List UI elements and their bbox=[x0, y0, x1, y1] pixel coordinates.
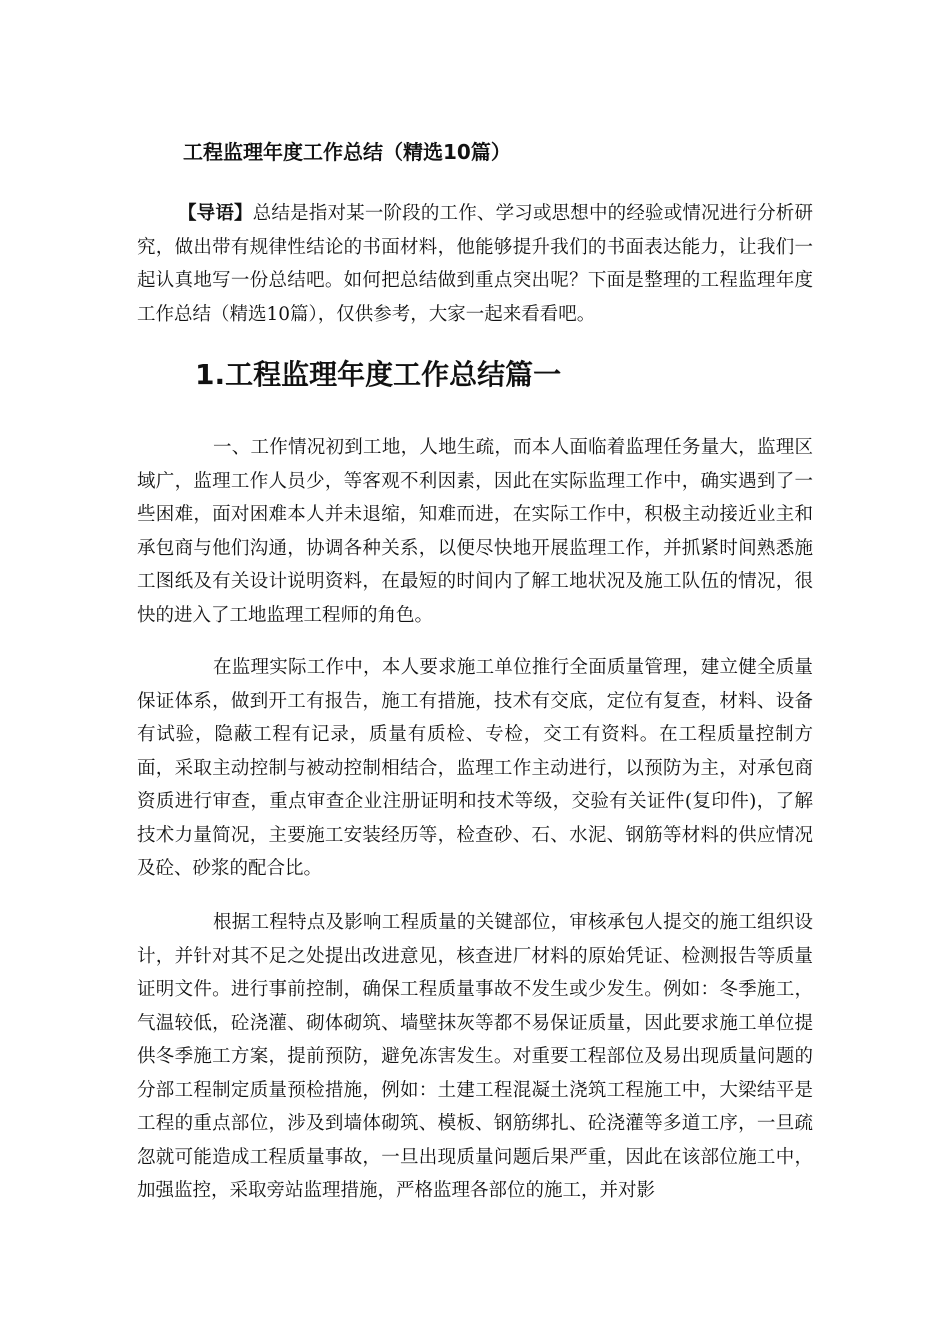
section-heading: 1.工程监理年度工作总结篇一 bbox=[195, 358, 562, 391]
body-paragraph-1: 一、工作情况初到工地，人地生疏，而本人面临着监理任务量大，监理区域广，监理工作人员少，等客观不利因素，因此在实际监理工作中，确实遇到了一些困难，面对困难本人并未退缩，知难而进，在实际工作中，积极主动接近业主和承包商与他们沟通，协调各种关系，以便尽快地开展监理工作，并抓紧时间熟悉施工图纸及有关设计说明资料，在最短的时间内了解工地状况及施工队伍的情况，很快的进入了工地监理工程师的角色。 bbox=[137, 437, 813, 626]
intro-lead-label: 【导语】 bbox=[178, 203, 253, 224]
intro-text: 总结是指对某一阶段的工作、学习或思想中的经验或情况进行分析研究，做出带有规律性结论的书面材料，他能够提升我们的书面表达能力，让我们一起认真地写一份总结吧。如何把总结做到重点突出呢？下面是整理的工程监理年度工作总结（精选10篇），仅供参考，大家一起来看看吧。 bbox=[137, 203, 813, 325]
body-paragraph-3: 根据工程特点及影响工程质量的关键部位，审核承包人提交的施工组织设计，并针对其不足之处提出改进意见，核查进厂材料的原始凭证、检测报告等质量证明文件。进行事前控制，确保工程质量事故不发生或少发生。例如：冬季施工，气温较低，砼浇灌、砌体砌筑、墙壁抹灰等都不易保证质量，因此要求施工单位提供冬季施工方案，提前预防，避免冻害发生。对重要工程部位及易出现质量问题的分部工程制定质量预检措施，例如：土建工程混凝土浇筑工程施工中，大梁结平是工程的重点部位，涉及到墙体砌筑、模板、钢筋绑扎、砼浇灌等多道工序，一旦疏忽就可能造成工程质量事故，一旦出现质量问题后果严重，因此在该部位施工中，加强监控，采取旁站监理措施，严格监理各部位的施工，并对影 bbox=[137, 912, 813, 1201]
intro-paragraph bbox=[137, 197, 813, 331]
document-title: 工程监理年度工作总结（精选10篇） bbox=[183, 140, 511, 164]
body-paragraph-2: 在监理实际工作中，本人要求施工单位推行全面质量管理，建立健全质量保证体系，做到开工有报告，施工有措施，技术有交底，定位有复查，材料、设备有试验，隐蔽工程有记录，质量有质检、专检，交工有资料。在工程质量控制方面，采取主动控制与被动控制相结合，监理工作主动进行，以预防为主，对承包商资质进行审查，重点审查企业注册证明和技术等级，交验有关证件(复印件)，了解技术力量简况，主要施工安装经历等，检查砂、石、水泥、钢筋等材料的供应情况及砼、砂浆的配合比。 bbox=[137, 657, 813, 879]
